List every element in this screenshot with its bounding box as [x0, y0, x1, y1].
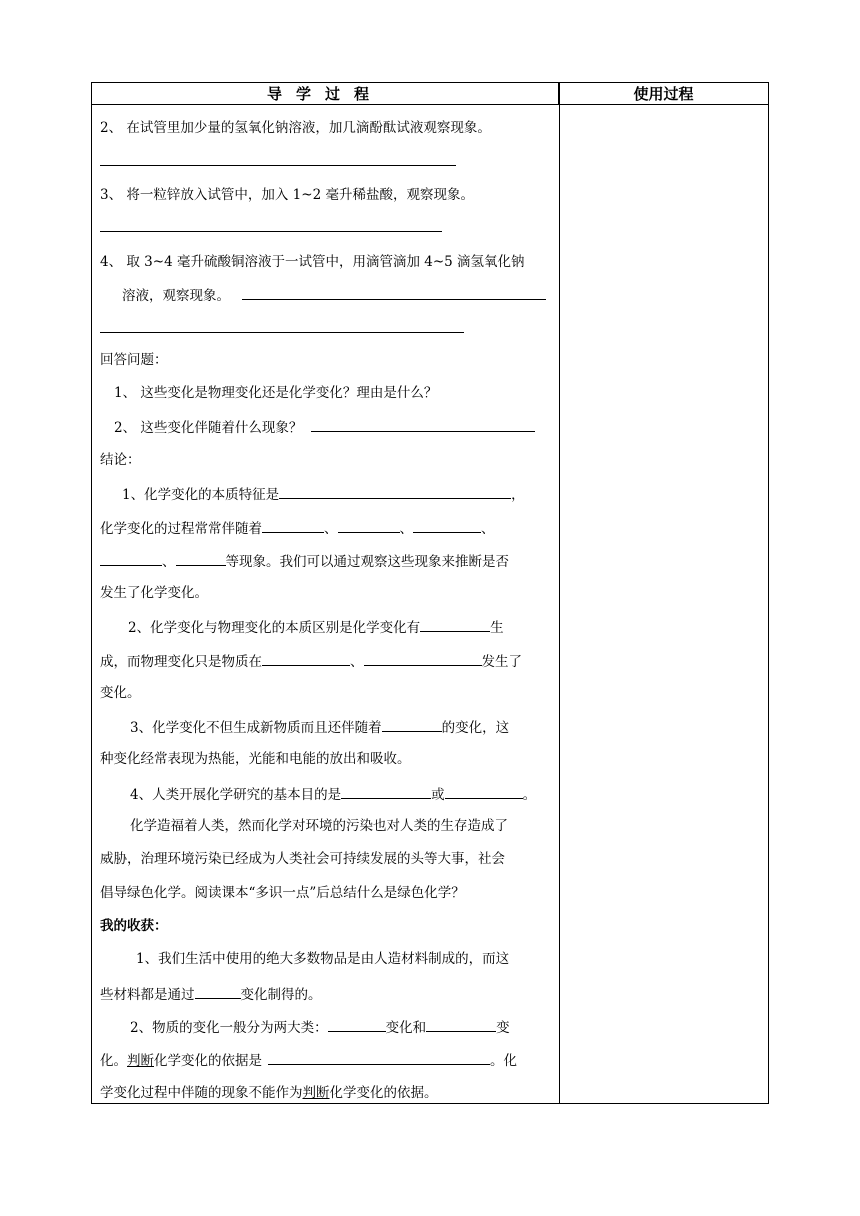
separator: 、 [399, 521, 413, 537]
conclusion-4-or: 或 [431, 787, 445, 803]
answer-1: 1、 这些变化是物理变化还是化学变化？理由是什么？ [114, 385, 438, 401]
paragraph-line2: 威胁，治理环境污染已经成为人类社会可持续发展的头等大事，社会 [100, 851, 505, 867]
question-2: 2、 在试管里加少量的氢氧化钠溶液，加几滴酚酞试液观察现象。 [100, 120, 491, 136]
question-4-line2 [122, 285, 546, 305]
gain-2-text3: 化学变化的依据是 [154, 1053, 262, 1069]
conclusion-1-line4: 发生了化学变化。 [100, 585, 208, 601]
blank-phenomenon-1 [262, 518, 324, 533]
gain-2-mid: 变化和 [385, 1020, 427, 1036]
blank-phenomenon-4 [100, 551, 162, 566]
conclusion-4-text: 4、人类开展化学研究的基本目的是 [130, 787, 342, 803]
gain-2-line2 [100, 1050, 517, 1070]
conclusion-1-line2 [100, 518, 495, 538]
paragraph-line3: 倡导绿色化学。阅读课本“多识一点”后总结什么是绿色化学？ [100, 885, 465, 901]
separator: 、 [162, 554, 176, 570]
blank-goal-2 [445, 784, 523, 799]
column-divider [559, 83, 560, 1103]
blank-energy [382, 717, 442, 732]
gain-2-line3 [100, 1084, 438, 1102]
gain-2-text: 2、物质的变化一般分为两大类： [130, 1020, 328, 1036]
conclusion-1-text2: 化学变化的过程常常伴随着 [100, 521, 262, 537]
question-4-line1: 4、 取 3~4 毫升硫酸铜溶液于一试管中，用滴管滴加 4~5 滴氢氧化钠 [100, 254, 525, 270]
judge-underlined: 判断 [127, 1053, 154, 1069]
question-3: 3、 将一粒锌放入试管中，加入 1~2 毫升稀盐酸，观察现象。 [100, 187, 474, 203]
conclusion-1-text: 1、化学变化的本质特征是 [122, 487, 280, 503]
gain-2-text2: 化。 [100, 1053, 127, 1069]
answer-title: 回答问题： [100, 352, 168, 368]
conclusion-2-text: 2、化学变化与物理变化的本质区别是化学变化有 [128, 620, 421, 636]
answer-line-q4 [100, 332, 464, 333]
conclusion-1-text3: 等现象。我们可以通过观察这些现象来推断是否 [225, 554, 509, 570]
answer-2: 2、 这些变化伴随着什么现象？ [114, 420, 303, 436]
gain-2-end: 变 [496, 1020, 510, 1036]
conclusion-2-text2: 成，而物理变化只是物质在 [100, 654, 262, 670]
judge-underlined-2: 判断 [302, 1085, 330, 1101]
gain-2-line1 [130, 1017, 510, 1037]
conclusion-1-line3 [100, 551, 509, 571]
separator: 、 [350, 654, 364, 670]
blank-basis [268, 1050, 490, 1065]
conclusion-4-line [130, 784, 536, 804]
conclusion-2-line3: 变化。 [100, 685, 141, 701]
blank-phenomenon-3 [413, 518, 481, 533]
gain-2-end2: 。化 [490, 1053, 517, 1069]
paragraph-line1: 化学造福着人类，然而化学对环境的污染也对人类的生存造成了 [130, 818, 508, 834]
conclusion-2-line1 [128, 617, 504, 637]
separator: 、 [481, 521, 495, 537]
conclusion-3-line1 [130, 717, 509, 737]
answer-line-q2 [100, 165, 456, 166]
question-4-text: 溶液，观察现象。 [122, 288, 230, 304]
conclusion-3-end: 的变化，这 [441, 720, 510, 736]
gain-title: 我的收获： [100, 918, 168, 934]
blank-type-2 [426, 1017, 496, 1032]
conclusion-4-end: 。 [522, 787, 537, 803]
gain-1-line2 [100, 984, 322, 1004]
blank-type-1 [328, 1017, 386, 1032]
conclusion-title: 结论： [100, 452, 141, 468]
conclusion-1-comma: ， [511, 487, 525, 503]
header-guide-process: 导学过程 [92, 83, 559, 105]
blank-chemical [195, 984, 241, 999]
conclusion-2-end: 生 [490, 620, 504, 636]
header-usage-process: 使用过程 [559, 83, 768, 105]
conclusion-2-line2 [100, 651, 522, 671]
conclusion-1-line1 [122, 484, 525, 504]
blank-new-substance [420, 617, 490, 632]
blank-phenomenon-5 [176, 551, 226, 566]
gain-1-end: 变化制得的。 [240, 987, 322, 1003]
answer-line-q3 [100, 231, 442, 232]
guide-content [100, 0, 556, 1216]
conclusion-2-end2: 发生了 [481, 654, 522, 670]
gain-2-text4: 学变化过程中伴随的现象不能作为 [100, 1085, 303, 1101]
answer-blank-q4 [242, 285, 546, 300]
blank-phenomenon-2 [338, 518, 400, 533]
gain-2-end3: 化学变化的依据。 [329, 1085, 438, 1101]
blank-goal-1 [341, 784, 431, 799]
conclusion-3-line2: 种变化经常表现为热能，光能和电能的放出和吸收。 [100, 751, 411, 767]
gain-1-line1: 1、我们生活中使用的绝大多数物品是由人造材料制成的，而这 [136, 951, 510, 967]
blank-essence [279, 484, 511, 499]
conclusion-3-text: 3、化学变化不但生成新物质而且还伴随着 [130, 720, 382, 736]
gain-1-text: 些材料都是通过 [100, 987, 195, 1003]
answer-2-line [114, 417, 535, 437]
separator: 、 [324, 521, 338, 537]
answer-blank-a2 [311, 417, 535, 432]
blank-shape [364, 651, 482, 666]
blank-state [262, 651, 350, 666]
